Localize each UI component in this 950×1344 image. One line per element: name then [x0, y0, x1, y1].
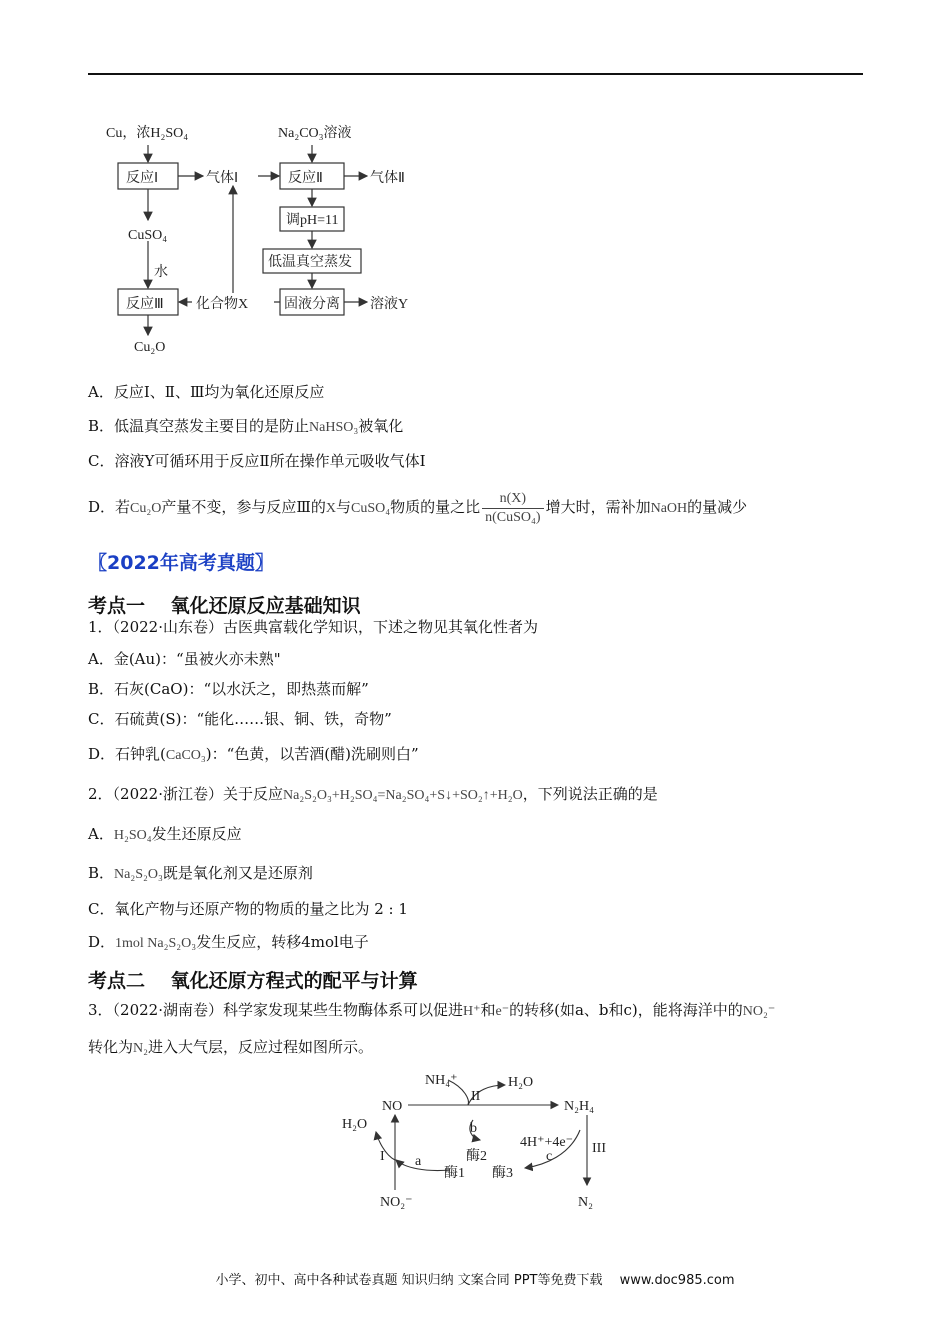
cycle-c: c — [546, 1149, 553, 1164]
q2-option-d: D．1mol Na₂S₂O₃发生反应，转移4mol电子 — [88, 933, 369, 951]
q0-option-c: C．溶液Y可循环用于反应Ⅱ所在操作单元吸收气体Ⅰ — [88, 452, 426, 470]
cycle-mei3: 酶3 — [492, 1166, 513, 1181]
q0-option-b: B．低温真空蒸发主要目的是防止NaHSO₃被氧化 — [88, 417, 404, 435]
flow-cuso4: CuSO₄ — [128, 228, 168, 243]
flow-sep: 固液分离 — [284, 297, 340, 312]
q3-line-2: 转化为N₂进入大气层，反应过程如图所示。 — [88, 1038, 374, 1056]
flow-evap: 低温真空蒸发 — [268, 255, 352, 270]
kaodian-2-title: 考点二 氧化还原方程式的配平与计算 — [88, 970, 418, 992]
cycle-ii: II — [471, 1089, 481, 1104]
kaodian-1-title: 考点一 氧化还原反应基础知识 — [88, 595, 361, 617]
cycle-no: NO — [382, 1099, 403, 1114]
cycle-mei2: 酶2 — [466, 1149, 487, 1164]
nitrogen-cycle-diagram — [340, 1060, 620, 1220]
flow-gas1: 气体Ⅰ — [206, 171, 239, 186]
q1-option-b: B．石灰(CaO)：“以水沃之，即热蒸而解” — [88, 680, 369, 698]
cycle-no2: NO₂⁻ — [380, 1195, 413, 1210]
flow-cu: Cu，浓H₂SO₄ — [106, 126, 189, 141]
q3-line-1: 3．（2022·湖南卷）科学家发现某些生物酶体系可以促进H⁺和e⁻的转移(如a、b和c)，能将海洋中的NO₂⁻ — [88, 1001, 776, 1019]
cycle-h-e: 4H⁺+4e⁻ — [520, 1135, 573, 1150]
cycle-b: b — [470, 1121, 477, 1136]
q2-stem: 2．（2022·浙江卷）关于反应Na₂S₂O₃+H₂SO₄=Na₂SO₄+S↓+SO₂↑+H₂O，下列说法正确的是 — [88, 785, 658, 803]
header-rule — [88, 73, 863, 75]
cycle-nh4: NH₄⁺ — [425, 1073, 458, 1088]
flow-r2: 反应Ⅱ — [288, 171, 323, 186]
cycle-mei1: 酶1 — [444, 1166, 465, 1181]
q2-option-c: C．氧化产物与还原产物的物质的量之比为 2 : 1 — [88, 900, 408, 918]
cycle-h2o-left: H₂O — [342, 1117, 368, 1132]
q0-option-d: D．若Cu₂O产量不变，参与反应Ⅲ的X与CuSO₄物质的量之比 $\frac{n(X)}{\text{n(CuSO₄)}}$ 增大时，需补加NaOH的量减少 — [88, 490, 748, 525]
flow-compx: 化合物X — [196, 297, 249, 312]
q1-option-d: D．石钟乳(CaCO₃)：“色黄，以苦酒(醋)洗刷则白” — [88, 745, 419, 763]
q2-option-a: A．H₂SO₄发生还原反应 — [88, 825, 242, 843]
flow-cu2o: Cu₂O — [134, 340, 166, 355]
flow-r1: 反应Ⅰ — [126, 171, 159, 186]
section-title: 〖2022年高考真题〗 — [88, 552, 274, 574]
mole-ratio-fraction: $\frac{n(X)}{\text{n(CuSO₄)}}$ — [482, 490, 543, 527]
q0-option-a: A．反应Ⅰ、Ⅱ、Ⅲ均为氧化还原反应 — [88, 383, 325, 401]
flow-gas2: 气体Ⅱ — [370, 171, 405, 186]
cycle-iii: III — [592, 1141, 606, 1156]
cycle-h2o-top: H₂O — [508, 1075, 534, 1090]
flow-ph: 调pH=11 — [286, 213, 339, 228]
cycle-n2: N₂ — [578, 1195, 593, 1210]
cycle-n2h4: N₂H₄ — [564, 1099, 594, 1114]
flow-soly: 溶液Y — [370, 297, 409, 312]
flow-water: 水 — [154, 265, 168, 280]
flow-r3: 反应Ⅲ — [126, 297, 164, 312]
q1-stem: 1．（2022·山东卷）古医典富载化学知识，下述之物见其氧化性者为 — [88, 618, 538, 636]
cycle-a: a — [415, 1154, 422, 1169]
q1-option-a: A．金(Au)：“虽被火亦未熟" — [88, 650, 281, 668]
footer-text: 小学、初中、高中各种试卷真题 知识归纳 文案合同 PPT等免费下载 www.doc985.com — [215, 1273, 735, 1288]
q1-option-c: C．石硫黄(S)：“能化……银、铜、铁，奇物” — [88, 710, 392, 728]
q2-option-b: B．Na₂S₂O₃既是氧化剂又是还原剂 — [88, 864, 313, 882]
process-flowchart — [100, 115, 440, 365]
cycle-i: I — [380, 1149, 385, 1164]
flow-na2co3: Na₂CO₃溶液 — [278, 126, 352, 141]
